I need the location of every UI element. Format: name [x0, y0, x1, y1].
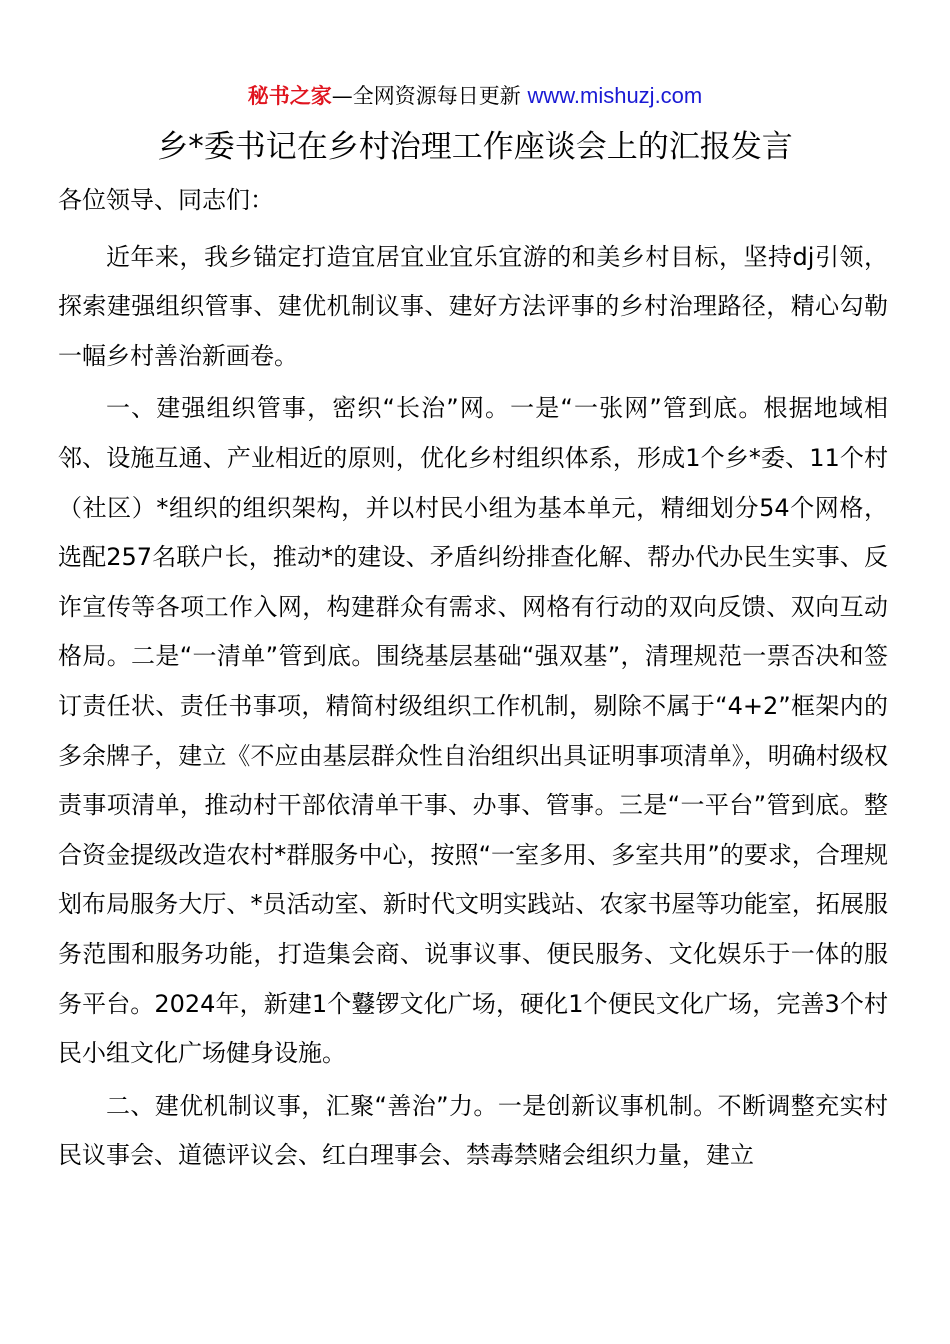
paragraph-intro: 近年来，我乡锚定打造宜居宜业宜乐宜游的和美乡村目标，坚持dj引领，探索建强组织管事、建优机制议事、建好方法评事的乡村治理路径，精心勾勒一幅乡村善治新画卷。	[58, 242, 888, 370]
header-tagline: —全网资源每日更新	[331, 84, 521, 108]
brand-name: 秘书之家	[247, 84, 332, 108]
document-body	[58, 176, 888, 1181]
salutation: 各位领导、同志们：	[58, 186, 274, 214]
site-url[interactable]: www.mishuzj.com	[527, 83, 703, 108]
paragraph-section-two: 二、建优机制议事，汇聚“善治”力。一是创新议事机制。不断调整充实村民议事会、道德评议会、红白理事会、禁毒禁赌会组织力量，建立	[58, 1091, 888, 1170]
paragraph-section-one: 一、建强组织管事，密织“长治”网。一是“一张网”管到底。根据地域相邻、设施互通、产业相近的原则，优化乡村组织体系，形成1个乡*委、11个村（社区）*组织的组织架构，并以村民小组为基本单元，精细划分54个网格，选配257名联户长，推动*的建设、矛盾纠纷排查化解、帮办代办民生实事、反诈宣传等各项工作入网，构建群众有需求、网格有行动的双向反馈、双向互动格局。二是“一清单”管到底。围绕基层基础“强双基”，清理规范一票否决和签订责任状、责任书事项，精简村级组织工作机制，剔除不属于“4+2”框架内的多余牌子，建立《不应由基层群众性自治组织出具证明事项清单》，明确村级权责事项清单，推动村干部依清单干事、办事、管事。三是“一平台”管到底。整合资金提级改造农村*群服务中心，按照“一室多用、多室共用”的要求，合理规划布局服务大厅、*员活动室、新时代文明实践站、农家书屋等功能室，拓展服务范围和服务功能，打造集会商、说事议事、便民服务、文化娱乐于一体的服务平台。2024年，新建1个鼟锣文化广场，硬化1个便民文化广场，完善3个村民小组文化广场健身设施。	[58, 394, 888, 1068]
site-header	[0, 80, 950, 112]
document-title: 乡*委书记在乡村治理工作座谈会上的汇报发言	[157, 129, 793, 165]
